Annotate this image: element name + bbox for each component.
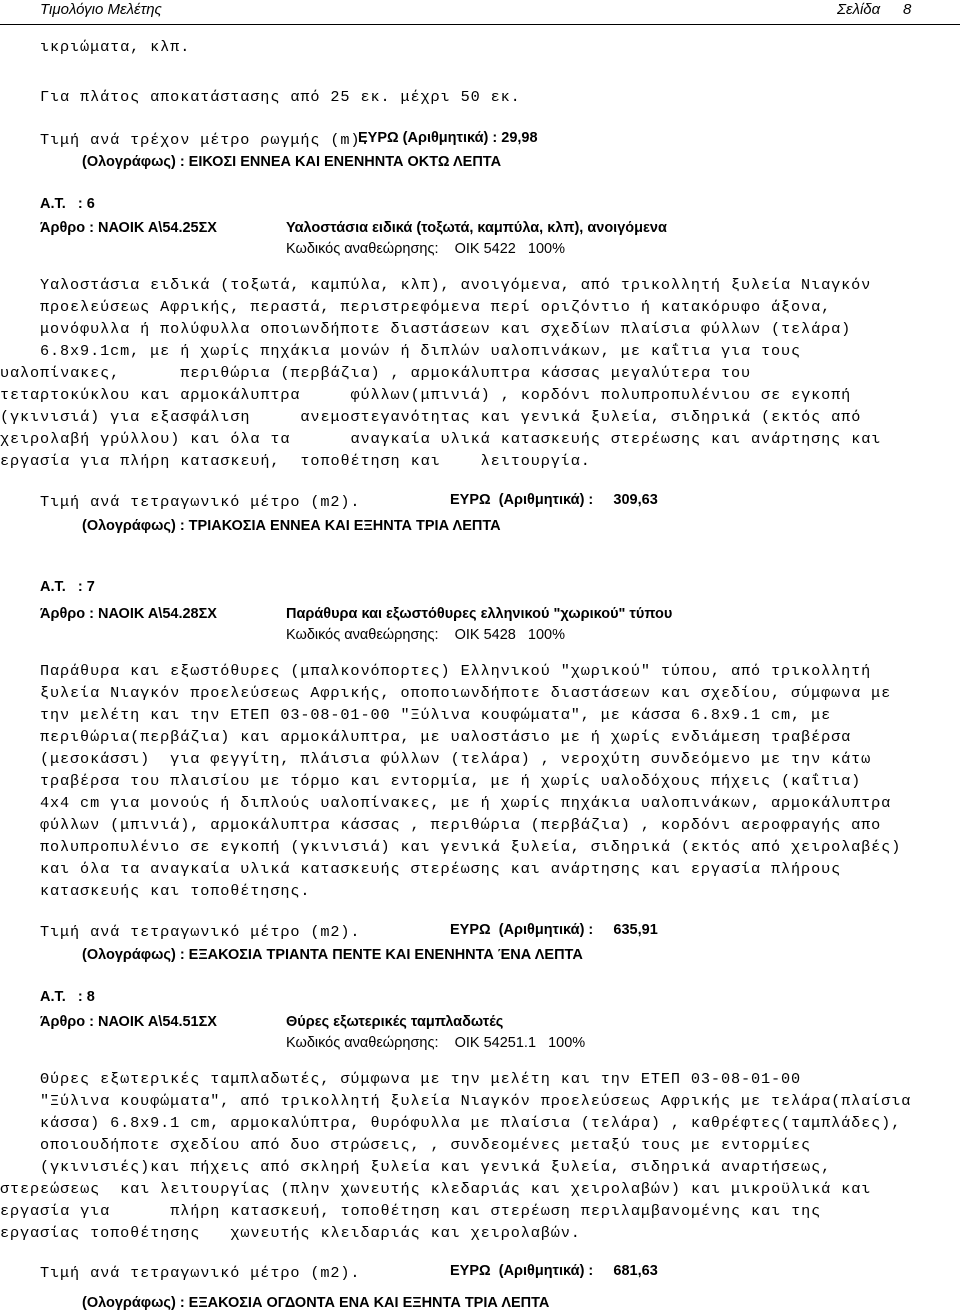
page-label: Σελίδα (837, 1, 881, 18)
body-line: Παράθυρα και εξωστόθυρες (μπαλκονόπορτες) Ελληνικού "χωρικού" τύπου, από τρικολλητή (40, 662, 872, 680)
item-revision-code: Κωδικός αναθεώρησης: ΟΙΚ 5422 100% (286, 241, 566, 257)
item-article: Άρθρο : ΝΑΟΙΚ Α\54.51ΣΧ (40, 1014, 217, 1030)
body-line: (γκινισιές)και πήχεις από σκληρή ξυλεία και γενικά ξυλεία, σιδηρικά αναρτήσεως, (40, 1158, 832, 1176)
body-line: "Ξύλινα κουφώματα", από τρικολλητή ξυλεία Νιαγκόν προελεύσεως Αφρικής με τελάρα(πλαίσια (40, 1092, 912, 1110)
body-line: οποιουδήποτε σχεδίου από δυο στρώσεις, , συνδεομένες μεταξύ τους με εντορμίες (40, 1136, 812, 1154)
item-article: Άρθρο : ΝΑΟΙΚ Α\54.25ΣΧ (40, 220, 217, 236)
document-title: Τιμολόγιο Μελέτης (40, 1, 162, 18)
page-header (0, 0, 960, 25)
price-words: (Ολογράφως) : ΕΙΚΟΣΙ ΕΝΝΕΑ ΚΑΙ ΕΝΕΝΗΝΤΑ ΟΚΤΩ ΛΕΠΤΑ (82, 154, 502, 170)
item-at: Α.Τ. : 8 (40, 989, 95, 1005)
price-words: (Ολογράφως) : ΤΡΙΑΚΟΣΙΑ ΕΝΝΕΑ ΚΑΙ ΕΞΗΝΤΑ ΤΡΙΑ ΛΕΠΤΑ (82, 518, 501, 534)
body-line: υαλοπίνακες, περιθώρια (περβάζια) , αρμοκάλυπτρα κάσσας μεγαλύτερα του (0, 364, 752, 382)
item-revision-code: Κωδικός αναθεώρησης: ΟΙΚ 5428 100% (286, 627, 566, 643)
price-unit-text: Τιμή ανά τετραγωνικό μέτρο (m2). (40, 1264, 361, 1282)
price-unit-text: Τιμή ανά τετραγωνικό μέτρο (m2). (40, 493, 361, 511)
page-number: 8 (903, 1, 912, 18)
body-line: και όλα τα αναγκαία υλικά κατασκευής στερέωσης και ανάρτησης και εργασία πλήρους (40, 860, 842, 878)
item-title: Παράθυρα και εξωστόθυρες ελληνικού "χωρικού" τύπου (286, 606, 673, 622)
body-line: ξυλεία Νιαγκόν προελεύσεως Αφρικής, οποποιωνδήποτε διαστάσεων και σχεδίου, σύμφωνα με (40, 684, 892, 702)
price-numeric: ΕΥΡΩ (Αριθμητικά) : 681,63 (450, 1263, 658, 1279)
body-line: φύλλων (μπινιά), αρμοκάλυπτρα κάσσας , περιθώρια (περβάζια) , κορδόνι αεροφραγής απο (40, 816, 882, 834)
item-article: Άρθρο : ΝΑΟΙΚ Α\54.28ΣΧ (40, 606, 217, 622)
body-line: στερεώσεως και λειτουργίας (πλην χωνευτής κλεδαριάς και χειρολαβών) και μικροϋλικά και (0, 1180, 872, 1198)
body-line: κάσσα) 6.8x9.1 cm, αρμοκαλύπτρα, θυρόφυλλα με πλαίσια (τελάρα) , καθρέφτες(ταμπλάδες), (40, 1114, 902, 1132)
price-numeric: ΕΥΡΩ (Αριθμητικά) : 309,63 (450, 492, 658, 508)
body-line: προελεύσεως Αφρικής, περαστά, περιστρεφόμενα περί οριζόντιο ή κατακόρυφο άξονα, (40, 298, 832, 316)
body-line: χειρολαβή γρύλλου) και όλα τα αναγκαία υλικά κατασκευής στερέωσης και ανάρτησης και (0, 430, 882, 448)
price-unit-text: Τιμή ανά τρέχον μέτρο ρωγμής (m). (40, 131, 371, 149)
item-revision-code: Κωδικός αναθεώρησης: ΟΙΚ 54251.1 100% (286, 1035, 586, 1051)
body-line: 6.8x9.1cm, με ή χωρίς πηχάκια μονών ή διπλών υαλοπινάκων, με καΐτια για τους (40, 342, 802, 360)
body-line: Υαλοστάσια ειδικά (τοξωτά, καμπύλα, κλπ), ανοιγόμενα, από τρικολλητή ξυλεία Νιαγκόν (40, 276, 872, 294)
item-title: Θύρες εξωτερικές ταμπλαδωτές (286, 1014, 504, 1030)
body-line: μονόφυλλα ή πολύφυλλα οποιωνδήποτε διαστάσεων και σχεδίων πλαίσια φύλλων (τελάρα) (40, 320, 852, 338)
item-title: Υαλοστάσια ειδικά (τοξωτά, καμπύλα, κλπ), ανοιγόμενα (286, 220, 667, 236)
intro-line: Για πλάτος αποκατάστασης από 25 εκ. μέχρι 50 εκ. (40, 88, 521, 106)
item-at: Α.Τ. : 7 (40, 579, 95, 595)
body-line: τραβέρσα του πλαισίου με τόρμο και εντορμία, με ή χωρίς υαλοδόχους πήχεις (καΐτια) (40, 772, 862, 790)
intro-line: ικριώματα, κλπ. (40, 38, 191, 56)
item-at: Α.Τ. : 6 (40, 196, 95, 212)
price-words: (Ολογράφως) : ΕΞΑΚΟΣΙΑ ΟΓΔΟΝΤΑ ΕΝΑ ΚΑΙ ΕΞΗΝΤΑ ΤΡΙΑ ΛΕΠΤΑ (82, 1295, 550, 1311)
body-line: εργασία για πλήρη κατασκευή, τοποθέτηση και στερέωση περιλαμβανομένης και της (0, 1202, 822, 1220)
body-line: κατασκευής και τοποθέτησης. (40, 882, 311, 900)
body-line: τεταρτοκύκλου και αρμοκάλυπτρα φύλλων(μπινιά) , κορδόνι πολυπροπυλένιου σε εγκοπή (0, 386, 852, 404)
price-words: (Ολογράφως) : ΕΞΑΚΟΣΙΑ ΤΡΙΑΝΤΑ ΠΕΝΤΕ ΚΑΙ ΕΝΕΝΗΝΤΑ ΈΝΑ ΛΕΠΤΑ (82, 947, 583, 963)
body-line: (μεσοκάσσι) για φεγγίτη, πλάισια φύλλων (τελάρα) , νεροχύτη συνδεόμενο με την κάτω (40, 750, 872, 768)
price-numeric: ΕΥΡΩ (Αριθμητικά) : 635,91 (450, 922, 658, 938)
price-unit-text: Τιμή ανά τετραγωνικό μέτρο (m2). (40, 923, 361, 941)
body-line: περιθώρια(περβάζια) και αρμοκάλυπτρα, με υαλοστάσιο με ή χωρίς ενδιάμεση τραβέρσα (40, 728, 852, 746)
body-line: 4x4 cm για μονούς ή διπλούς υαλοπίνακες, με ή χωρίς πηχάκια υαλοπινάκων, αρμοκάλυπτρα (40, 794, 892, 812)
body-line: εργασία για πλήρη κατασκευή, τοποθέτηση και λειτουργία. (0, 452, 591, 470)
body-line: την μελέτη και την ΕΤΕΠ 03-08-01-00 "Ξύλινα κουφώματα", με κάσσα 6.8x9.1 cm, με (40, 706, 832, 724)
body-line: εργασίας τοποθέτησης χωνευτής κλειδαριάς και χειρολαβών. (0, 1224, 581, 1242)
body-line: πολυπροπυλένιο σε εγκοπή (γκινισιά) και γενικά ξυλεία, σιδηρικά (εκτός από χειρολαβές) (40, 838, 902, 856)
body-line: (γκινισιά) για εξασφάλιση ανεμοστεγανότητας και γενικά ξυλεία, σιδηρικά (εκτός από (0, 408, 862, 426)
body-line: Θύρες εξωτερικές ταμπλαδωτές, σύμφωνα με την μελέτη και την ΕΤΕΠ 03-08-01-00 (40, 1070, 802, 1088)
price-numeric: ΕΥΡΩ (Αριθμητικά) : 29,98 (358, 130, 538, 146)
